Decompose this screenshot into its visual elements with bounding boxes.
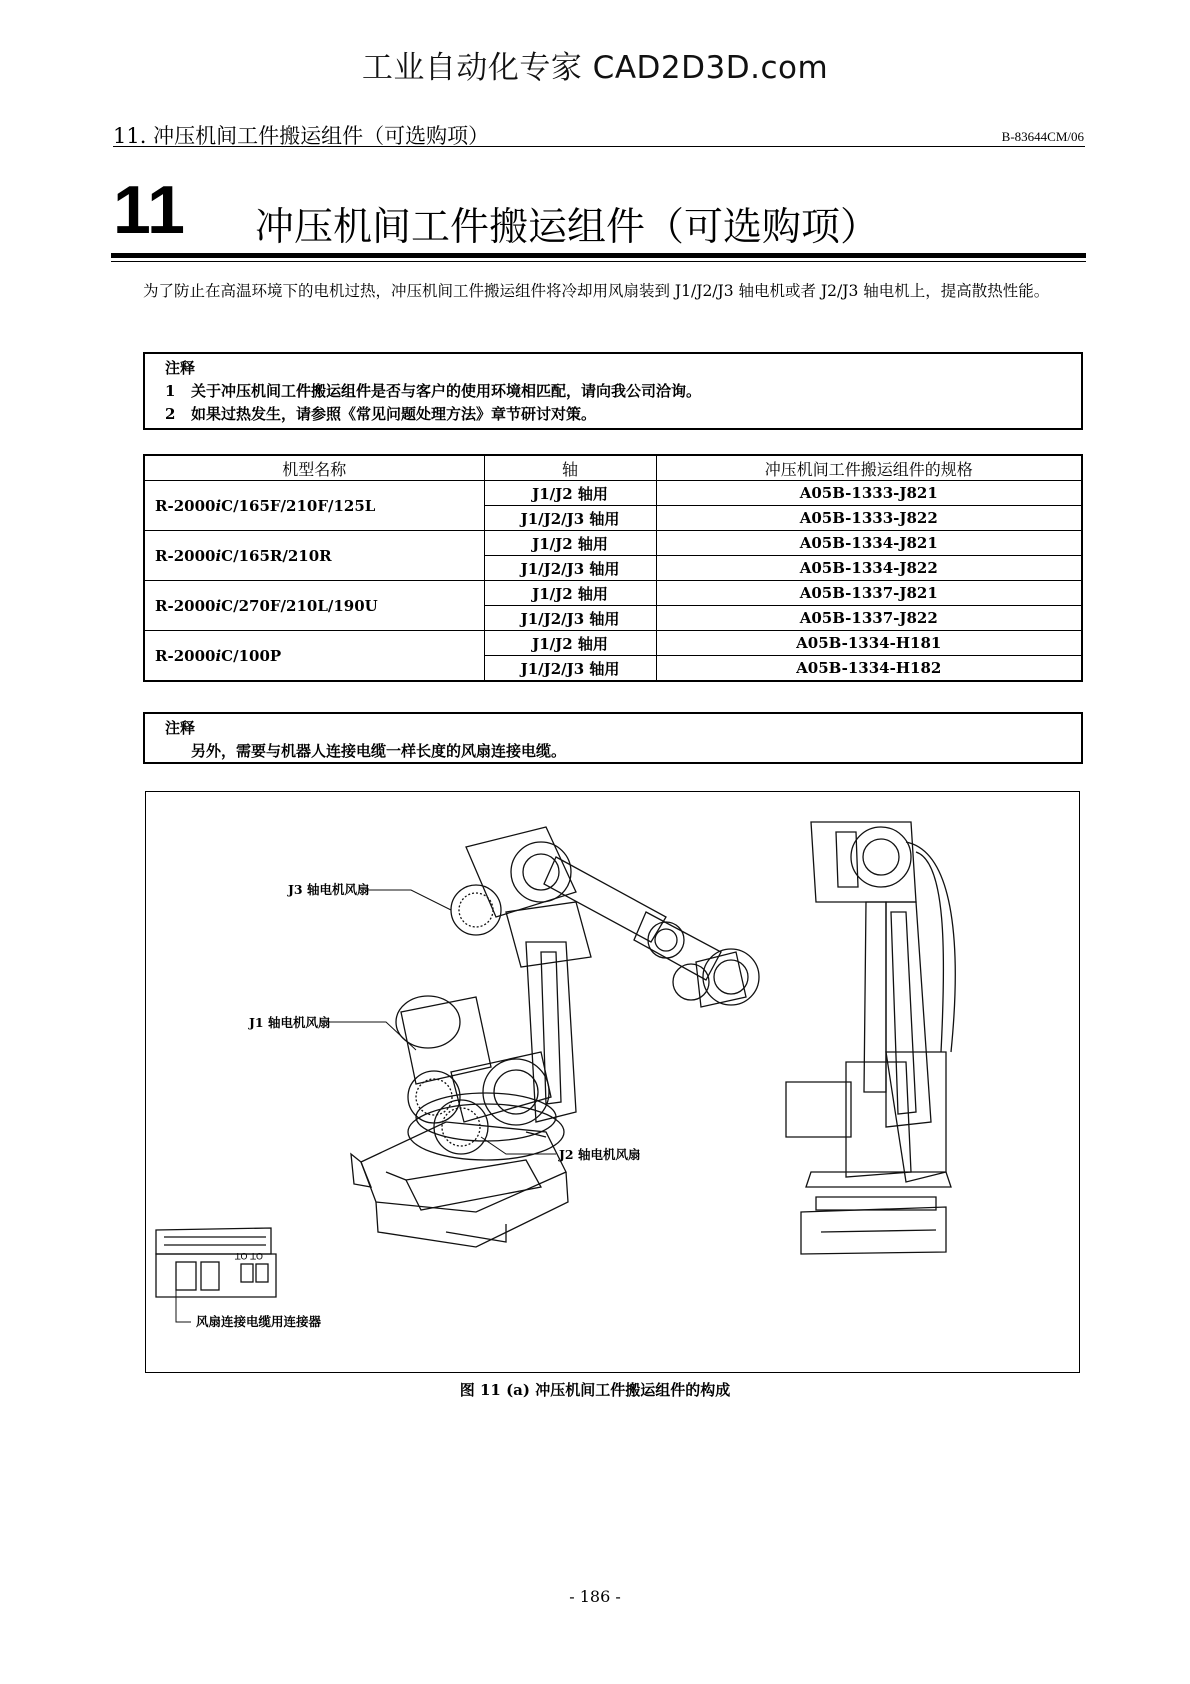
label-j2-fan: J2 轴电机风扇 (559, 1147, 641, 1162)
note-heading: 注释 (165, 359, 196, 377)
model-name: R-2000iC/165R/210R (155, 546, 332, 565)
j3-fan-leader (366, 890, 451, 910)
spec-cell: A05B-1337-J821 (656, 581, 1082, 606)
note-box-1 (143, 352, 1083, 430)
label-connector: 风扇连接电缆用连接器 (196, 1314, 322, 1329)
axis-cell: J1/J2 轴用 (484, 631, 656, 656)
j2-fan-leader (481, 1137, 556, 1154)
note-item (145, 380, 1081, 403)
label-j3-fan: J3 轴电机风扇 (288, 882, 370, 897)
axis-cell: J1/J2 轴用 (484, 581, 656, 606)
table-row (144, 531, 1082, 556)
model-name-cell (144, 581, 484, 631)
model-name: R-2000iC/270F/210L/190U (155, 596, 378, 615)
axis-cell: J1/J2/J3 轴用 (484, 656, 656, 682)
robot-illustration (146, 792, 1079, 1372)
doc-number: B-83644CM/06 (1001, 129, 1084, 144)
spec-cell: A05B-1334-H182 (656, 656, 1082, 682)
axis-cell: J1/J2 轴用 (484, 481, 656, 506)
chapter-rule-thick (111, 253, 1086, 258)
note-item-number: 1 (165, 382, 176, 400)
connector-leader (176, 1287, 191, 1322)
model-name: R-2000iC/165F/210F/125L (155, 496, 376, 515)
note-item-text: 如果过热发生，请参照《常见问题处理方法》章节研讨对策。 (191, 405, 597, 423)
j1-fan-leader (326, 1022, 416, 1050)
spec-cell: A05B-1334-J822 (656, 556, 1082, 581)
column-header: 轴 (484, 455, 656, 481)
model-name: R-2000iC/100P (155, 646, 282, 665)
note-text: 另外，需要与机器人连接电缆一样长度的风扇连接电缆。 (191, 742, 567, 760)
note-item-number: 2 (165, 405, 176, 423)
note-box-2 (143, 712, 1083, 764)
column-header: 冲压机间工件搬运组件的规格 (656, 455, 1082, 481)
page-number: - 186 - (569, 1587, 621, 1606)
axis-cell: J1/J2/J3 轴用 (484, 506, 656, 531)
model-name-cell (144, 481, 484, 531)
chapter-rule-thin (111, 261, 1086, 262)
figure-caption: 图 11 (a) 冲压机间工件搬运组件的构成 (459, 1381, 731, 1399)
spec-table (143, 454, 1083, 682)
column-header: 机型名称 (144, 455, 484, 481)
panel-marks: OT OT (234, 1250, 263, 1260)
spec-cell: A05B-1333-J821 (656, 481, 1082, 506)
spec-cell: A05B-1333-J822 (656, 506, 1082, 531)
note-item-text: 关于冲压机间工件搬运组件是否与客户的使用环境相匹配，请向我公司洽询。 (191, 382, 702, 400)
spec-cell: A05B-1334-J821 (656, 531, 1082, 556)
watermark: 工业自动化专家 CAD2D3D.com (361, 50, 829, 86)
chapter-title: 冲压机间工件搬运组件（可选购项） (255, 205, 880, 250)
table-row (144, 631, 1082, 656)
table-header-row (144, 455, 1082, 481)
label-j1-fan: J1 轴电机风扇 (249, 1015, 331, 1030)
note-item (145, 403, 1081, 426)
axis-cell: J1/J2/J3 轴用 (484, 556, 656, 581)
axis-cell: J1/J2 轴用 (484, 531, 656, 556)
table-row (144, 481, 1082, 506)
table-row (144, 581, 1082, 606)
axis-cell: J1/J2/J3 轴用 (484, 606, 656, 631)
model-name-cell (144, 531, 484, 581)
running-header-title: 11. 冲压机间工件搬运组件（可选购项） (113, 124, 490, 148)
model-name-cell (144, 631, 484, 682)
chapter-number: 11 (113, 172, 185, 248)
note-heading: 注释 (165, 719, 196, 737)
spec-cell: A05B-1334-H181 (656, 631, 1082, 656)
figure-frame (145, 791, 1080, 1373)
spec-cell: A05B-1337-J822 (656, 606, 1082, 631)
intro-paragraph: 为了防止在高温环境下的电机过热，冲压机间工件搬运组件将冷却用风扇装到 J1/J2/J3 轴电机或者 J2/J3 轴电机上，提高散热性能。 (143, 282, 1050, 300)
header-rule (113, 146, 1085, 147)
